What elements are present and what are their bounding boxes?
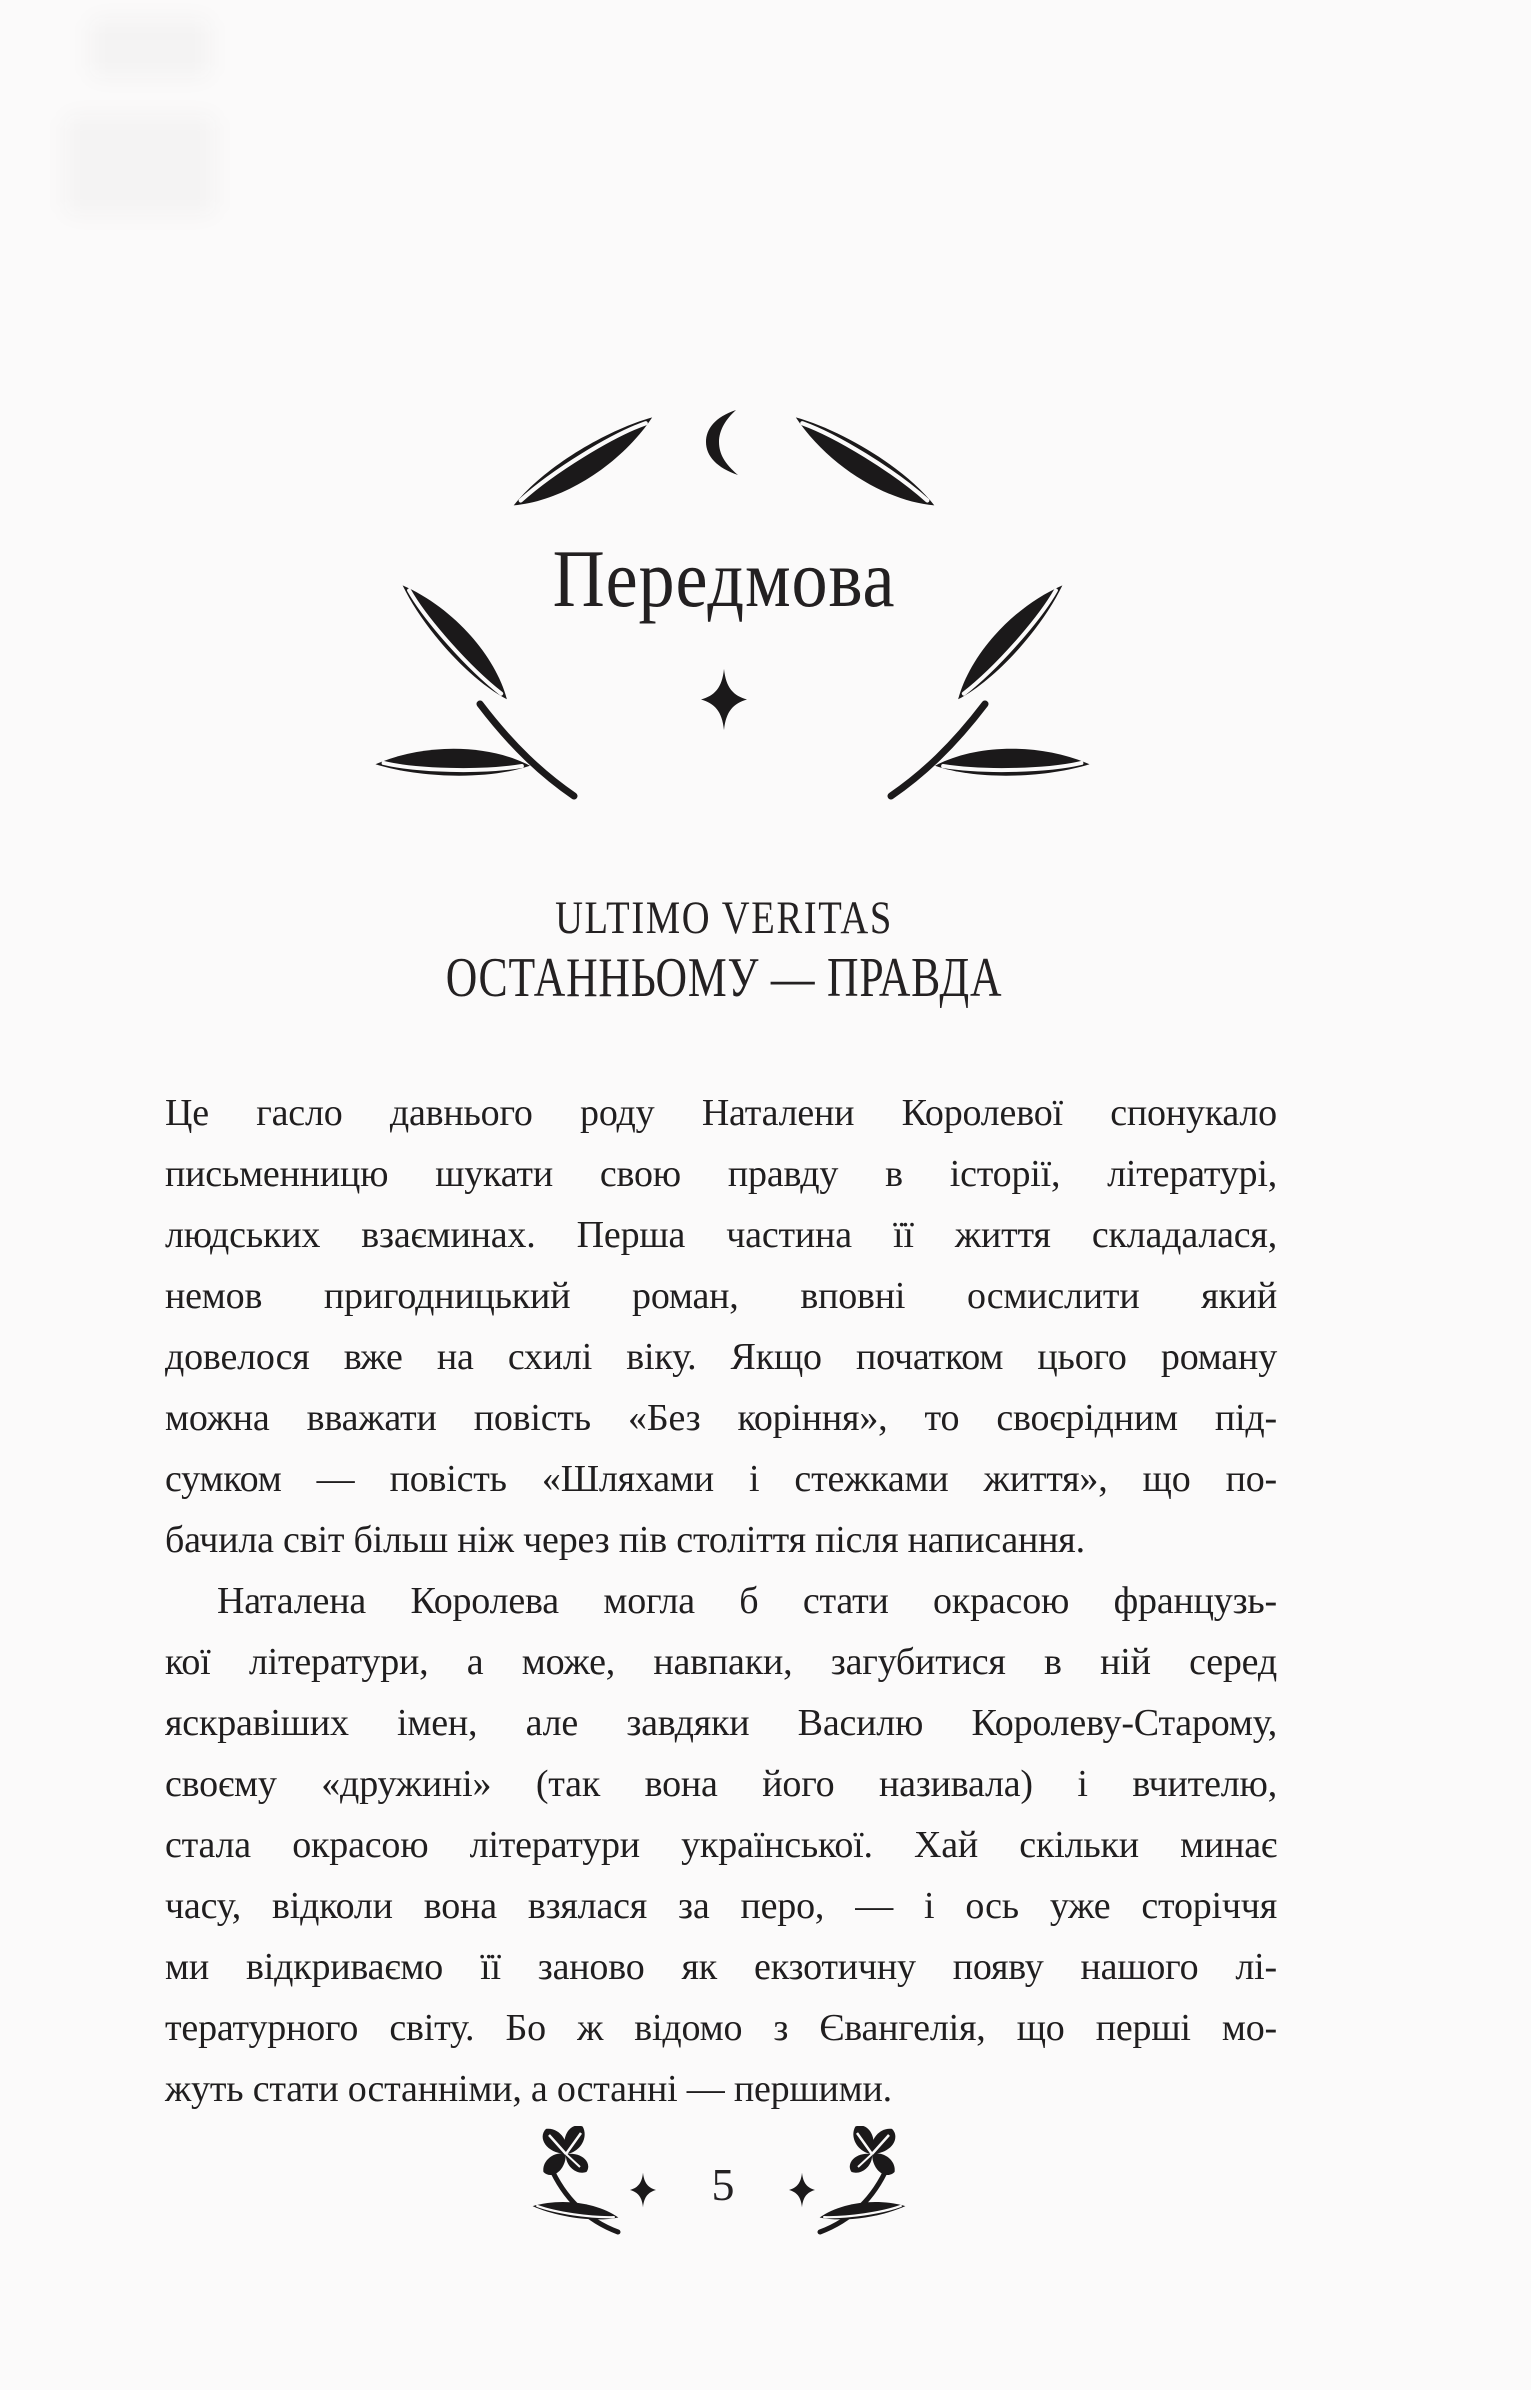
body-text	[165, 1083, 1277, 2120]
body-line: тературного світу. Бо ж відомо з Євангелія, що перші мо-	[165, 2007, 1277, 2049]
flower-sprig-icon	[806, 2126, 914, 2236]
leaf-icon	[499, 407, 671, 528]
page-title: Передмова	[552, 533, 896, 624]
body-line: часу, відколи вона взялася за перо, — і ось уже сторіччя	[165, 1885, 1277, 1927]
body-line: сумком — повість «Шляхами і стежками життя», що по-	[165, 1458, 1277, 1500]
sparkle-icon	[701, 667, 747, 732]
body-line: яскравіших імен, але завдяки Василю Королеву-Старому,	[165, 1702, 1277, 1744]
leaf-icon	[777, 407, 949, 528]
body-line: своєму «дружині» (так вона його називала) і вчителю,	[165, 1763, 1277, 1805]
scan-artifact	[90, 18, 210, 78]
body-line: можна вважати повість «Без коріння», то своєрідним під-	[165, 1397, 1277, 1439]
laurel-branch-icon	[885, 556, 1103, 804]
scan-artifact	[65, 115, 215, 215]
motto-latin: ULTIMO VERITAS	[555, 892, 893, 944]
body-line: немов пригодницький роман, вповні осмислити який	[165, 1275, 1277, 1317]
body-line: письменницю шукати свою правду в історії, літературі,	[165, 1153, 1277, 1195]
body-line: Наталена Королева могла б стати окрасою французь-	[217, 1580, 1277, 1622]
body-line: кої літератури, а може, навпаки, загубитися в ній серед	[165, 1641, 1277, 1683]
body-line: людських взаєминах. Перша частина її життя складалася,	[165, 1214, 1277, 1256]
body-line: Це гасло давнього роду Наталени Королевої спонукало	[165, 1092, 1277, 1134]
laurel-branch-icon	[362, 556, 580, 804]
body-line: ми відкриваємо її заново як екзотичну появу нашого лі-	[165, 1946, 1277, 1988]
body-line: бачила світ більш ніж через пів століття після написання.	[165, 1519, 1085, 1561]
body-line: довелося вже на схилі віку. Якщо початком цього роману	[165, 1336, 1277, 1378]
motto-translation: ОСТАННЬОМУ — ПРАВДА	[445, 947, 1003, 1009]
page-number: 5	[711, 2159, 735, 2210]
body-line: жуть стати останніми, а останні — першими.	[165, 2068, 892, 2110]
crescent-moon-icon	[702, 408, 747, 477]
body-line: стала окрасою літератури української. Хай скільки минає	[165, 1824, 1277, 1866]
